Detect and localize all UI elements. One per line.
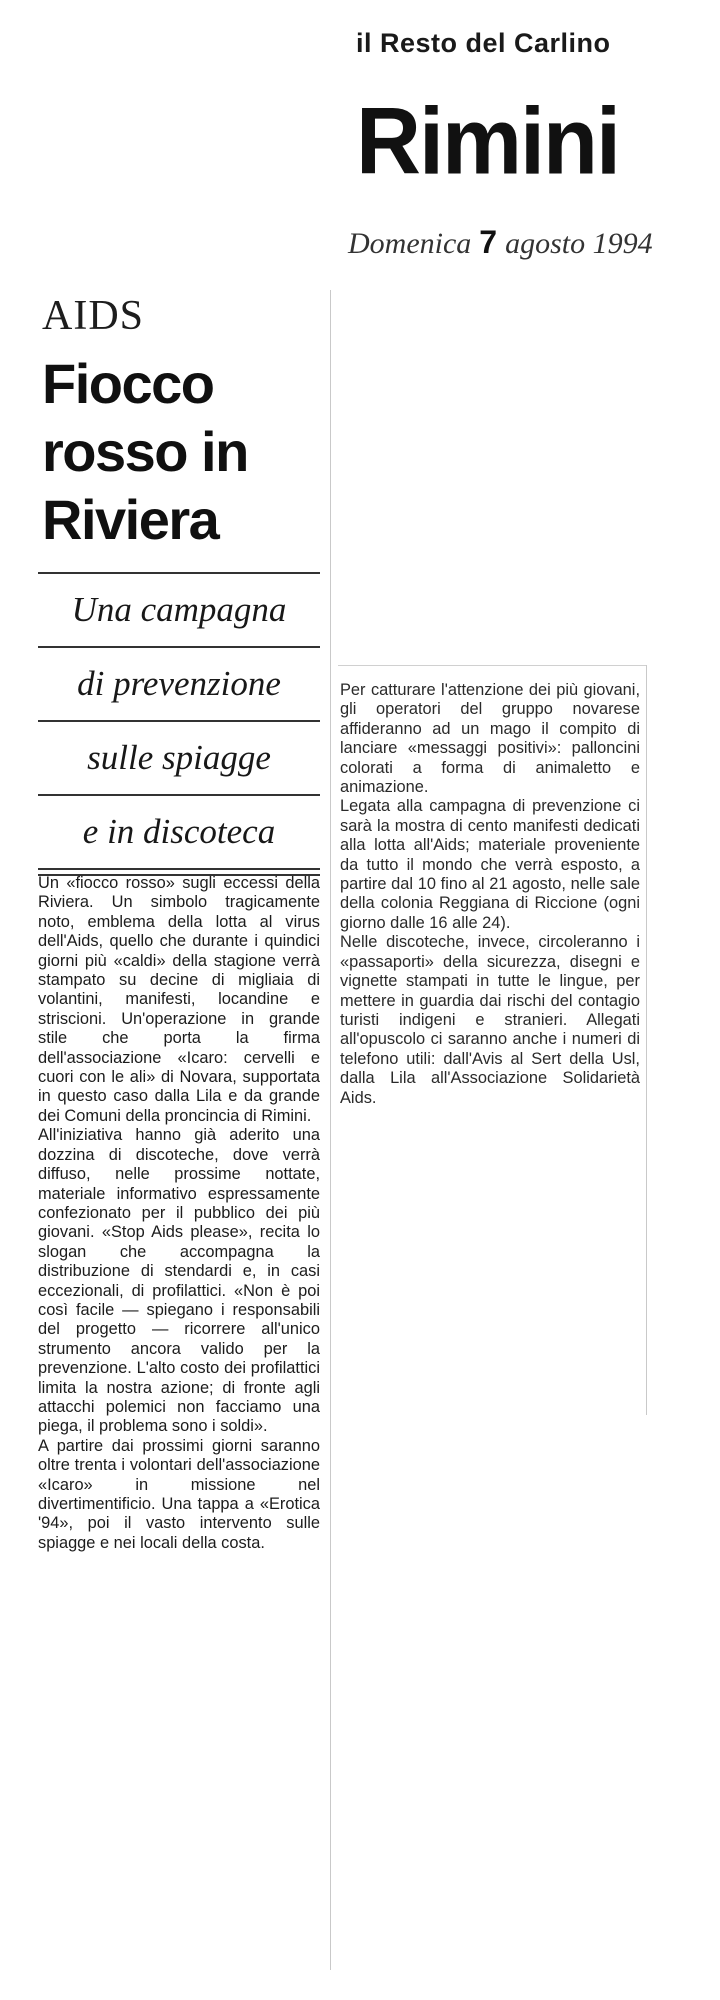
body-paragraph: Nelle discoteche, invece, circoleranno i «passaporti» della sicurezza, disegni e vignette stampati in tutte le lingue, per mettere in guardia dai rischi del contagio turisti indigeni e stranieri. Allegati all'opuscolo ci saranno anche i numeri di telefono utili: dall'Avis al Sert della Usl, dalla Lila all'Associazione Solidarietà Aids. [340, 933, 640, 1107]
body-paragraph: Per catturare l'attenzione dei più giovani, gli operatori del gruppo novarese affideranno ad un mago il compito di lanciare «messaggi positivi»: palloncini colorati a forma di animaletto e animazione. [340, 681, 640, 797]
column-rule-right [646, 665, 647, 1415]
body-paragraph: Legata alla campagna di prevenzione ci sarà la mostra di cento manifesti dedicati alla lotta all'Aids; materiale proveniente da tutto il mondo che verrà esposto, a partire dal 10 fino al 21 agosto, nelle sale della colonia Reggiana di Riccione (ogni giorno dalle 16 alle 24). [340, 797, 640, 932]
body-paragraph: A partire dai prossimi giorni saranno oltre trenta i volontari dell'associazione «Icaro» in missione nel divertimentificio. Una tappa a «Erotica '94», poi il vasto intervento sulle spiagge e nei locali della costa. [38, 1436, 320, 1552]
article-headline: Fiocco rosso in Riviera [42, 352, 248, 551]
body-paragraph: Un «fiocco rosso» sugli eccessi della Riviera. Un simbolo tragicamente noto, emblema della lotta al virus dell'Aids, quello che durante i quindici giorni più «caldi» della stagione verrà stampato su decine di migliaia di volantini, manifesti, locandine e striscioni. Un'operazione in grande stile che porta la firma dell'associazione «Icaro: cervelli e cuori con le ali» di Novara, supportata in questo caso dalla Lila e da grande dei Comuni della proncincia di Rimini. [38, 874, 320, 1125]
dateline-weekday: Domenica [348, 227, 472, 260]
article-kicker: AIDS [42, 293, 145, 339]
article-body-column-2 [340, 681, 640, 1108]
subhead-rule [38, 868, 320, 870]
dateline-month-year: agosto 1994 [505, 227, 653, 260]
column-rule [330, 290, 331, 1970]
dateline-day: 7 [479, 224, 498, 260]
article-subhead [38, 572, 320, 876]
subhead-line: di prevenzione [38, 646, 320, 720]
dateline [348, 224, 688, 261]
subhead-line: e in discoteca [38, 794, 320, 868]
edition-title: Rimini [356, 89, 620, 195]
column-top-rule [338, 665, 646, 666]
body-paragraph: All'iniziativa hanno già aderito una dozzina di discoteche, dove verrà diffuso, nelle prossime nottate, materiale informativo espressamente confezionato per il pubblico dei più giovani. «Stop Aids please», recita lo slogan che accompagna la distribuzione di stendardi e, in casi eccezionali, di profilattici. «Non è poi così facile — spiegano i responsabili del progetto — ricorrere all'unico strumento ancora valido per la prevenzione. L'alto costo dei profilattici limita la nostra azione; di fronte agli attacchi polemici non facciamo una piega, il problema sono i soldi». [38, 1126, 320, 1436]
newspaper-name: il Resto del Carlino [356, 28, 611, 58]
subhead-line: Una campagna [38, 572, 320, 646]
subhead-line: sulle spiagge [38, 720, 320, 794]
article-body-column-1 [38, 874, 320, 1553]
